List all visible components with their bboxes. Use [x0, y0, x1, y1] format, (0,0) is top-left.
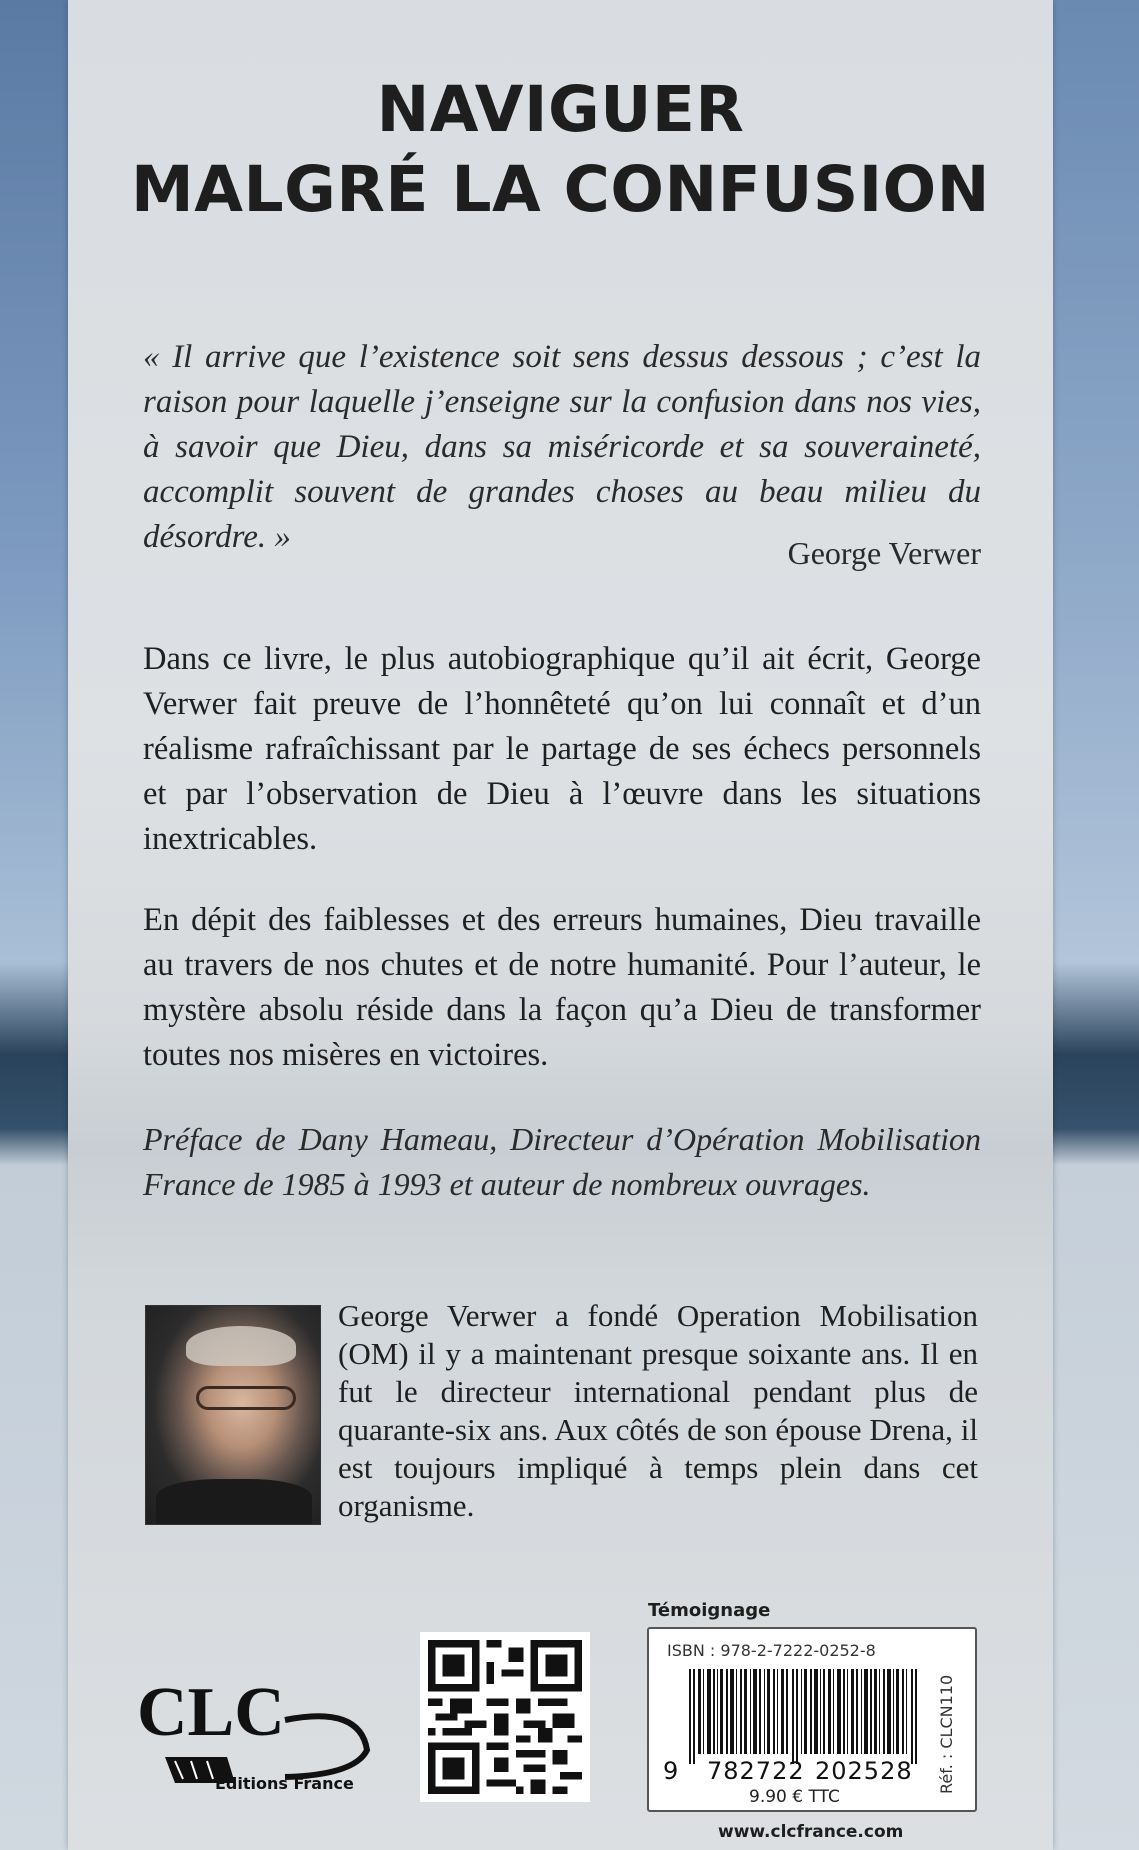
background-sky-right — [1049, 0, 1139, 1850]
background-sky-left — [0, 0, 70, 1850]
price-label: 9.90 € TTC — [749, 1787, 840, 1807]
description-paragraph-2: En dépit des faiblesses et des erreurs humaines, Dieu travaille au travers de nos chutes et de notre humanité. Pour l’auteur, le mystère absolu réside dans la façon qu’a Dieu de transformer toutes nos misères en victoires. — [143, 902, 981, 1073]
barcode-bars — [689, 1669, 919, 1764]
book-title-line2: MALGRÉ LA CONFUSION — [131, 153, 990, 226]
isbn-number: ISBN : 978-2-7222-0252-8 — [667, 1641, 876, 1660]
qr-code — [420, 1632, 590, 1802]
author-bio: George Verwer a fondé Operation Mobilisation (OM) il y a maintenant presque soixante ans. Il en fut le directeur international pendant plus de quarante-six ans. Aux côtés de son épouse Drena, il est toujours impliqué à temps plein dans cet organisme. — [338, 1298, 978, 1523]
author-quote: « Il arrive que l’existence soit sens dessus dessous ; c’est la raison pour laquelle j’enseigne sur la confusion dans nos vies, à savoir que Dieu, dans sa miséricorde et sa souveraineté, accomplit souvent de grandes choses au beau milieu du désordre. » — [143, 339, 981, 555]
barcode-first-digit: 9 — [663, 1757, 679, 1785]
clc-logo — [135, 1665, 380, 1795]
publisher-website: www.clcfrance.com — [718, 1822, 904, 1842]
clc-logo-text: CLC — [137, 1674, 285, 1751]
reference-code: Réf. : CLCN110 — [937, 1674, 956, 1794]
genre-label: Témoignage — [648, 1600, 771, 1621]
author-photo — [145, 1305, 321, 1525]
book-title-line1: NAVIGUER — [376, 73, 745, 146]
clc-logo-subtitle: Éditions France — [215, 1774, 354, 1793]
barcode-label — [647, 1627, 977, 1812]
preface-note: Préface de Dany Hameau, Directeur d’Opération Mobilisation France de 1985 à 1993 et auteur de nombreux ouvrages. — [143, 1121, 981, 1202]
barcode-digits-right: 202528 — [815, 1757, 913, 1785]
book-title — [68, 70, 1053, 230]
description-paragraph-1: Dans ce livre, le plus autobiographique qu’il ait écrit, George Verwer fait preuve de l’honnêteté qu’on lui connaît et d’un réalisme rafraîchissant par le partage de ses échecs personnels et par l’observation de Dieu à l’œuvre dans les situations inextricables. — [143, 641, 981, 857]
quote-author: George Verwer — [787, 535, 981, 571]
barcode-digits-left: 782722 — [707, 1757, 805, 1785]
